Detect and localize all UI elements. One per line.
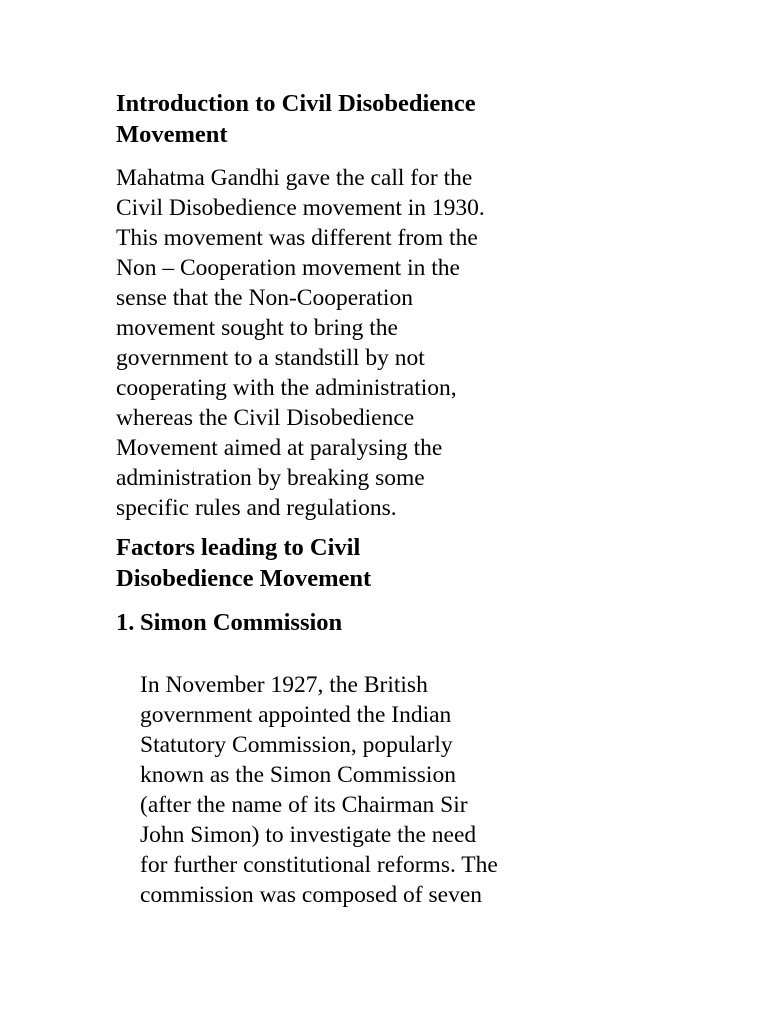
paragraph-line: movement sought to bring the: [116, 315, 398, 341]
section-heading-factors: [116, 532, 371, 594]
paragraph-line: known as the Simon Commission: [140, 762, 456, 788]
paragraph-introduction: [116, 163, 485, 523]
heading-line: Movement: [116, 121, 228, 148]
paragraph-line: In November 1927, the British: [140, 672, 428, 698]
heading-line: Introduction to Civil Disobedience: [116, 90, 476, 117]
paragraph-line: whereas the Civil Disobedience: [116, 405, 415, 431]
paragraph-line: sense that the Non-Cooperation: [116, 285, 413, 311]
paragraph-line: Statutory Commission, popularly: [140, 732, 453, 758]
paragraph-line: John Simon) to investigate the need: [140, 822, 477, 848]
paragraph-line: Mahatma Gandhi gave the call for the: [116, 165, 473, 191]
subheading-title: Simon Commission: [140, 609, 343, 636]
heading-line: Factors leading to Civil: [116, 534, 361, 561]
paragraph-line: Civil Disobedience movement in 1930.: [116, 195, 485, 221]
paragraph-line: for further constitutional reforms. The: [140, 852, 498, 878]
paragraph-line: (after the name of its Chairman Sir: [140, 792, 468, 818]
paragraph-line: Movement aimed at paralysing the: [116, 435, 443, 461]
paragraph-line: government to a standstill by not: [116, 345, 425, 371]
paragraph-line: administration by breaking some: [116, 465, 425, 491]
heading-line: Disobedience Movement: [116, 565, 372, 592]
paragraph-line: Non – Cooperation movement in the: [116, 255, 460, 281]
paragraph-line: commission was composed of seven: [140, 882, 483, 908]
paragraph-line: government appointed the Indian: [140, 702, 452, 728]
paragraph-line: This movement was different from the: [116, 225, 478, 251]
list-number: 1.: [116, 609, 135, 636]
paragraph-line: cooperating with the administration,: [116, 375, 457, 401]
paragraph-simon-commission: [140, 670, 498, 910]
subheading-simon-commission: [116, 607, 342, 638]
paragraph-line: specific rules and regulations.: [116, 495, 397, 521]
section-heading-introduction: [116, 88, 476, 150]
